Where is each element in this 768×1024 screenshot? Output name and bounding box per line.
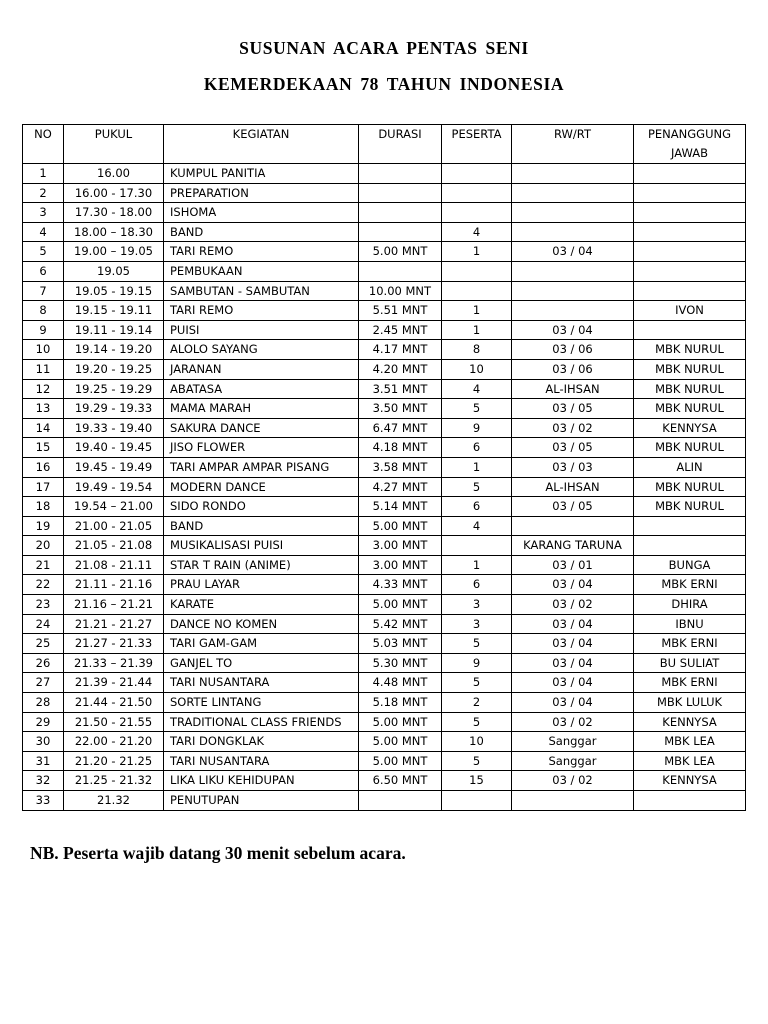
table-row xyxy=(23,516,746,536)
cell-rw-rt: 03 / 03 xyxy=(512,457,634,477)
cell-no: 25 xyxy=(23,634,64,654)
cell-kegiatan: GANJEL TO xyxy=(164,653,359,673)
cell-durasi: 5.00 MNT xyxy=(359,595,442,615)
cell-peserta xyxy=(442,183,512,203)
cell-pukul: 19.40 - 19.45 xyxy=(64,438,164,458)
cell-penanggung-jawab xyxy=(634,222,746,242)
cell-peserta: 1 xyxy=(442,457,512,477)
cell-durasi: 5.51 MNT xyxy=(359,301,442,321)
cell-kegiatan: MUSIKALISASI PUISI xyxy=(164,536,359,556)
table-row xyxy=(23,634,746,654)
cell-kegiatan: TARI REMO xyxy=(164,301,359,321)
cell-penanggung-jawab: MBK LEA xyxy=(634,751,746,771)
cell-durasi xyxy=(359,791,442,811)
cell-pukul: 21.25 - 21.32 xyxy=(64,771,164,791)
cell-rw-rt: 03 / 04 xyxy=(512,673,634,693)
cell-pukul: 21.08 - 21.11 xyxy=(64,555,164,575)
cell-durasi: 3.50 MNT xyxy=(359,399,442,419)
cell-pukul: 16.00 - 17.30 xyxy=(64,183,164,203)
table-row xyxy=(23,712,746,732)
cell-pukul: 19.00 – 19.05 xyxy=(64,242,164,262)
cell-peserta: 9 xyxy=(442,418,512,438)
cell-kegiatan: PENUTUPAN xyxy=(164,791,359,811)
cell-kegiatan: SAKURA DANCE xyxy=(164,418,359,438)
cell-penanggung-jawab: ALIN xyxy=(634,457,746,477)
cell-peserta: 4 xyxy=(442,379,512,399)
cell-penanggung-jawab: MBK NURUL xyxy=(634,497,746,517)
cell-rw-rt: 03 / 04 xyxy=(512,693,634,713)
table-row xyxy=(23,301,746,321)
cell-rw-rt: 03 / 04 xyxy=(512,614,634,634)
cell-rw-rt: Sanggar xyxy=(512,751,634,771)
cell-rw-rt: 03 / 05 xyxy=(512,497,634,517)
cell-kegiatan: JARANAN xyxy=(164,359,359,379)
cell-no: 23 xyxy=(23,595,64,615)
cell-kegiatan: PRAU LAYAR xyxy=(164,575,359,595)
cell-no: 33 xyxy=(23,791,64,811)
cell-rw-rt: 03 / 04 xyxy=(512,575,634,595)
cell-kegiatan: BAND xyxy=(164,222,359,242)
title-line-1: SUSUNAN ACARA PENTAS SENI xyxy=(239,38,529,58)
cell-rw-rt: 03 / 04 xyxy=(512,634,634,654)
cell-durasi xyxy=(359,222,442,242)
cell-pukul: 16.00 xyxy=(64,164,164,184)
cell-peserta xyxy=(442,281,512,301)
cell-durasi: 4.27 MNT xyxy=(359,477,442,497)
cell-kegiatan: ABATASA xyxy=(164,379,359,399)
cell-kegiatan: STAR T RAIN (ANIME) xyxy=(164,555,359,575)
cell-pukul: 19.49 - 19.54 xyxy=(64,477,164,497)
cell-penanggung-jawab: BU SULIAT xyxy=(634,653,746,673)
cell-no: 6 xyxy=(23,261,64,281)
cell-pukul: 18.00 – 18.30 xyxy=(64,222,164,242)
cell-no: 12 xyxy=(23,379,64,399)
cell-no: 9 xyxy=(23,320,64,340)
cell-rw-rt: 03 / 02 xyxy=(512,712,634,732)
table-row xyxy=(23,261,746,281)
cell-no: 3 xyxy=(23,203,64,223)
cell-peserta: 6 xyxy=(442,438,512,458)
cell-rw-rt: 03 / 04 xyxy=(512,320,634,340)
cell-rw-rt: 03 / 04 xyxy=(512,653,634,673)
cell-rw-rt: AL-IHSAN xyxy=(512,379,634,399)
cell-penanggung-jawab: MBK ERNI xyxy=(634,575,746,595)
table-row xyxy=(23,242,746,262)
cell-rw-rt: 03 / 02 xyxy=(512,418,634,438)
cell-penanggung-jawab: MBK ERNI xyxy=(634,673,746,693)
cell-no: 15 xyxy=(23,438,64,458)
cell-peserta: 8 xyxy=(442,340,512,360)
cell-durasi: 10.00 MNT xyxy=(359,281,442,301)
cell-no: 1 xyxy=(23,164,64,184)
header-peserta: PESERTA xyxy=(442,125,512,164)
cell-durasi xyxy=(359,164,442,184)
cell-rw-rt: Sanggar xyxy=(512,732,634,752)
table-row xyxy=(23,555,746,575)
note: NB. Peserta wajib datang 30 menit sebelum acara. xyxy=(30,843,406,863)
table-row xyxy=(23,183,746,203)
cell-kegiatan: TARI NUSANTARA xyxy=(164,673,359,693)
header-durasi: DURASI xyxy=(359,125,442,164)
cell-durasi: 6.47 MNT xyxy=(359,418,442,438)
cell-kegiatan: TARI NUSANTARA xyxy=(164,751,359,771)
table-row xyxy=(23,771,746,791)
cell-rw-rt xyxy=(512,301,634,321)
cell-rw-rt: AL-IHSAN xyxy=(512,477,634,497)
cell-no: 30 xyxy=(23,732,64,752)
cell-kegiatan: PEMBUKAAN xyxy=(164,261,359,281)
cell-pukul: 21.05 - 21.08 xyxy=(64,536,164,556)
cell-pukul: 21.44 - 21.50 xyxy=(64,693,164,713)
cell-pukul: 21.11 - 21.16 xyxy=(64,575,164,595)
cell-durasi: 5.00 MNT xyxy=(359,712,442,732)
cell-durasi: 4.48 MNT xyxy=(359,673,442,693)
cell-durasi: 5.42 MNT xyxy=(359,614,442,634)
cell-rw-rt: 03 / 02 xyxy=(512,771,634,791)
table-row xyxy=(23,281,746,301)
table-row xyxy=(23,418,746,438)
cell-penanggung-jawab: MBK ERNI xyxy=(634,634,746,654)
cell-durasi xyxy=(359,183,442,203)
cell-no: 10 xyxy=(23,340,64,360)
cell-kegiatan: PUISI xyxy=(164,320,359,340)
cell-pukul: 22.00 - 21.20 xyxy=(64,732,164,752)
header-penanggung-jawab: PENANGGUNG JAWAB xyxy=(634,125,746,164)
cell-durasi: 3.51 MNT xyxy=(359,379,442,399)
cell-penanggung-jawab xyxy=(634,320,746,340)
cell-penanggung-jawab xyxy=(634,281,746,301)
cell-rw-rt: 03 / 06 xyxy=(512,359,634,379)
cell-peserta xyxy=(442,203,512,223)
cell-no: 16 xyxy=(23,457,64,477)
title-line-2: KEMERDEKAAN 78 TAHUN INDONESIA xyxy=(203,74,565,94)
table-row xyxy=(23,203,746,223)
cell-no: 11 xyxy=(23,359,64,379)
cell-penanggung-jawab xyxy=(634,536,746,556)
cell-peserta: 5 xyxy=(442,712,512,732)
cell-penanggung-jawab: MBK NURUL xyxy=(634,399,746,419)
table-row xyxy=(23,359,746,379)
cell-no: 28 xyxy=(23,693,64,713)
cell-penanggung-jawab xyxy=(634,791,746,811)
cell-peserta xyxy=(442,536,512,556)
cell-no: 2 xyxy=(23,183,64,203)
cell-durasi: 4.17 MNT xyxy=(359,340,442,360)
cell-no: 26 xyxy=(23,653,64,673)
cell-kegiatan: KARATE xyxy=(164,595,359,615)
cell-pukul: 19.45 - 19.49 xyxy=(64,457,164,477)
table-row xyxy=(23,653,746,673)
cell-peserta: 10 xyxy=(442,359,512,379)
cell-penanggung-jawab: KENNYSA xyxy=(634,712,746,732)
cell-no: 18 xyxy=(23,497,64,517)
table-row xyxy=(23,732,746,752)
cell-pukul: 21.16 – 21.21 xyxy=(64,595,164,615)
table-row xyxy=(23,751,746,771)
cell-penanggung-jawab: MBK LULUK xyxy=(634,693,746,713)
cell-peserta: 4 xyxy=(442,222,512,242)
table-row xyxy=(23,614,746,634)
cell-no: 31 xyxy=(23,751,64,771)
cell-durasi xyxy=(359,261,442,281)
cell-peserta: 5 xyxy=(442,634,512,654)
cell-pukul: 21.33 – 21.39 xyxy=(64,653,164,673)
cell-penanggung-jawab: MBK NURUL xyxy=(634,438,746,458)
cell-peserta: 9 xyxy=(442,653,512,673)
cell-peserta: 3 xyxy=(442,614,512,634)
cell-peserta: 2 xyxy=(442,693,512,713)
cell-kegiatan: MAMA MARAH xyxy=(164,399,359,419)
table-row xyxy=(23,399,746,419)
cell-rw-rt: 03 / 05 xyxy=(512,399,634,419)
header-rw-rt: RW/RT xyxy=(512,125,634,164)
cell-peserta: 5 xyxy=(442,399,512,419)
cell-rw-rt: 03 / 05 xyxy=(512,438,634,458)
cell-peserta: 1 xyxy=(442,242,512,262)
cell-peserta: 5 xyxy=(442,673,512,693)
cell-pukul: 21.00 - 21.05 xyxy=(64,516,164,536)
cell-pukul: 21.32 xyxy=(64,791,164,811)
cell-kegiatan: KUMPUL PANITIA xyxy=(164,164,359,184)
table-row xyxy=(23,438,746,458)
table-row xyxy=(23,222,746,242)
header-kegiatan: KEGIATAN xyxy=(164,125,359,164)
cell-durasi: 5.18 MNT xyxy=(359,693,442,713)
cell-durasi: 3.58 MNT xyxy=(359,457,442,477)
table-row xyxy=(23,791,746,811)
cell-durasi: 5.00 MNT xyxy=(359,516,442,536)
cell-peserta xyxy=(442,164,512,184)
cell-pukul: 21.21 - 21.27 xyxy=(64,614,164,634)
cell-no: 17 xyxy=(23,477,64,497)
table-header-row xyxy=(23,125,746,164)
cell-pukul: 19.54 – 21.00 xyxy=(64,497,164,517)
cell-penanggung-jawab: MBK LEA xyxy=(634,732,746,752)
cell-kegiatan: SORTE LINTANG xyxy=(164,693,359,713)
cell-durasi xyxy=(359,203,442,223)
cell-penanggung-jawab: DHIRA xyxy=(634,595,746,615)
cell-penanggung-jawab xyxy=(634,242,746,262)
cell-rw-rt xyxy=(512,222,634,242)
cell-kegiatan: ISHOMA xyxy=(164,203,359,223)
cell-no: 29 xyxy=(23,712,64,732)
cell-rw-rt: 03 / 01 xyxy=(512,555,634,575)
cell-penanggung-jawab xyxy=(634,516,746,536)
cell-peserta xyxy=(442,791,512,811)
cell-no: 27 xyxy=(23,673,64,693)
cell-penanggung-jawab: MBK NURUL xyxy=(634,359,746,379)
cell-kegiatan: TARI DONGKLAK xyxy=(164,732,359,752)
cell-kegiatan: MODERN DANCE xyxy=(164,477,359,497)
cell-peserta: 15 xyxy=(442,771,512,791)
cell-durasi: 3.00 MNT xyxy=(359,536,442,556)
cell-penanggung-jawab: BUNGA xyxy=(634,555,746,575)
cell-durasi: 5.00 MNT xyxy=(359,242,442,262)
cell-kegiatan: LIKA LIKU KEHIDUPAN xyxy=(164,771,359,791)
cell-kegiatan: TARI AMPAR AMPAR PISANG xyxy=(164,457,359,477)
cell-pukul: 19.05 xyxy=(64,261,164,281)
cell-peserta: 5 xyxy=(442,751,512,771)
cell-rw-rt xyxy=(512,203,634,223)
table-row xyxy=(23,164,746,184)
cell-durasi: 4.20 MNT xyxy=(359,359,442,379)
cell-penanggung-jawab xyxy=(634,261,746,281)
cell-durasi: 5.30 MNT xyxy=(359,653,442,673)
table-row xyxy=(23,320,746,340)
cell-no: 21 xyxy=(23,555,64,575)
cell-no: 7 xyxy=(23,281,64,301)
cell-durasi: 4.33 MNT xyxy=(359,575,442,595)
table-row xyxy=(23,595,746,615)
cell-pukul: 21.20 - 21.25 xyxy=(64,751,164,771)
cell-durasi: 5.03 MNT xyxy=(359,634,442,654)
cell-rw-rt: 03 / 02 xyxy=(512,595,634,615)
cell-durasi: 5.00 MNT xyxy=(359,732,442,752)
cell-penanggung-jawab: IBNU xyxy=(634,614,746,634)
cell-pukul: 21.50 - 21.55 xyxy=(64,712,164,732)
cell-no: 22 xyxy=(23,575,64,595)
cell-pukul: 19.05 - 19.15 xyxy=(64,281,164,301)
cell-no: 8 xyxy=(23,301,64,321)
table-row xyxy=(23,477,746,497)
cell-peserta: 6 xyxy=(442,497,512,517)
cell-no: 19 xyxy=(23,516,64,536)
cell-peserta: 5 xyxy=(442,477,512,497)
cell-rw-rt: KARANG TARUNA xyxy=(512,536,634,556)
cell-no: 14 xyxy=(23,418,64,438)
cell-kegiatan: TARI REMO xyxy=(164,242,359,262)
cell-pukul: 19.14 - 19.20 xyxy=(64,340,164,360)
cell-rw-rt xyxy=(512,164,634,184)
table-row xyxy=(23,379,746,399)
cell-rw-rt xyxy=(512,183,634,203)
cell-kegiatan: BAND xyxy=(164,516,359,536)
table-row xyxy=(23,457,746,477)
cell-pukul: 19.15 - 19.11 xyxy=(64,301,164,321)
cell-pukul: 21.27 - 21.33 xyxy=(64,634,164,654)
table-row xyxy=(23,575,746,595)
cell-durasi: 5.14 MNT xyxy=(359,497,442,517)
cell-peserta: 10 xyxy=(442,732,512,752)
header-pukul: PUKUL xyxy=(64,125,164,164)
cell-peserta: 4 xyxy=(442,516,512,536)
table-row xyxy=(23,340,746,360)
schedule-table xyxy=(22,124,746,811)
cell-penanggung-jawab xyxy=(634,183,746,203)
table-row xyxy=(23,693,746,713)
cell-no: 5 xyxy=(23,242,64,262)
cell-penanggung-jawab: MBK NURUL xyxy=(634,477,746,497)
cell-peserta: 3 xyxy=(442,595,512,615)
cell-pukul: 19.20 - 19.25 xyxy=(64,359,164,379)
cell-rw-rt xyxy=(512,261,634,281)
cell-durasi: 5.00 MNT xyxy=(359,751,442,771)
cell-penanggung-jawab xyxy=(634,203,746,223)
cell-no: 32 xyxy=(23,771,64,791)
cell-durasi: 3.00 MNT xyxy=(359,555,442,575)
cell-kegiatan: TARI GAM-GAM xyxy=(164,634,359,654)
cell-no: 13 xyxy=(23,399,64,419)
cell-durasi: 6.50 MNT xyxy=(359,771,442,791)
cell-pukul: 19.11 - 19.14 xyxy=(64,320,164,340)
cell-rw-rt xyxy=(512,516,634,536)
table-row xyxy=(23,536,746,556)
cell-kegiatan: JISO FLOWER xyxy=(164,438,359,458)
cell-kegiatan: PREPARATION xyxy=(164,183,359,203)
cell-kegiatan: TRADITIONAL CLASS FRIENDS xyxy=(164,712,359,732)
header-no: NO xyxy=(23,125,64,164)
cell-penanggung-jawab: MBK NURUL xyxy=(634,379,746,399)
cell-pukul: 19.29 - 19.33 xyxy=(64,399,164,419)
cell-rw-rt: 03 / 06 xyxy=(512,340,634,360)
cell-rw-rt xyxy=(512,281,634,301)
cell-penanggung-jawab: MBK NURUL xyxy=(634,340,746,360)
cell-penanggung-jawab: IVON xyxy=(634,301,746,321)
cell-pukul: 19.25 - 19.29 xyxy=(64,379,164,399)
cell-peserta xyxy=(442,261,512,281)
cell-pukul: 19.33 - 19.40 xyxy=(64,418,164,438)
table-row xyxy=(23,497,746,517)
cell-durasi: 2.45 MNT xyxy=(359,320,442,340)
cell-pukul: 17.30 - 18.00 xyxy=(64,203,164,223)
cell-peserta: 6 xyxy=(442,575,512,595)
cell-rw-rt xyxy=(512,791,634,811)
cell-peserta: 1 xyxy=(442,301,512,321)
cell-penanggung-jawab xyxy=(634,164,746,184)
cell-kegiatan: SIDO RONDO xyxy=(164,497,359,517)
cell-penanggung-jawab: KENNYSA xyxy=(634,418,746,438)
cell-pukul: 21.39 - 21.44 xyxy=(64,673,164,693)
cell-kegiatan: ALOLO SAYANG xyxy=(164,340,359,360)
table-row xyxy=(23,673,746,693)
cell-durasi: 4.18 MNT xyxy=(359,438,442,458)
cell-no: 4 xyxy=(23,222,64,242)
cell-rw-rt: 03 / 04 xyxy=(512,242,634,262)
cell-peserta: 1 xyxy=(442,555,512,575)
cell-no: 20 xyxy=(23,536,64,556)
cell-kegiatan: SAMBUTAN - SAMBUTAN xyxy=(164,281,359,301)
cell-no: 24 xyxy=(23,614,64,634)
cell-penanggung-jawab: KENNYSA xyxy=(634,771,746,791)
cell-kegiatan: DANCE NO KOMEN xyxy=(164,614,359,634)
cell-peserta: 1 xyxy=(442,320,512,340)
